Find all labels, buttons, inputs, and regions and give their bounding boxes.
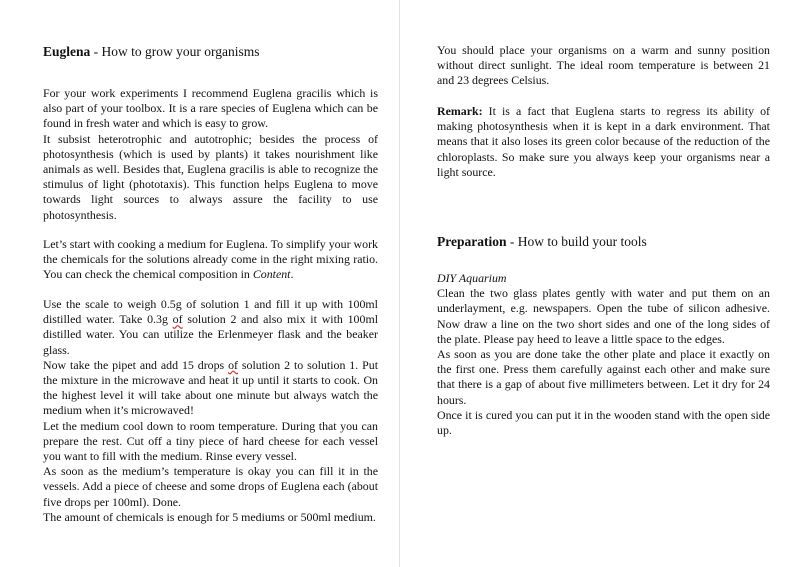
- remark-text: It is a fact that Euglena starts to regress its ability of making photosynthesis when it is kept in a dark environment. That means that it also loses its green color because of the reduction of the chloroplasts. So make sure you always keep your organisms near a light source.: [437, 104, 770, 179]
- euglena-heading-title: Euglena: [43, 44, 91, 59]
- aquarium-step-2: As soon as you are done take the other plate and place it exactly on the first one. Press them carefully against each other and make sure that there is a gap of about five millimeters between. Let it dry for 24 hours.: [437, 347, 770, 407]
- step-weigh-part-2: solution 2 and also mix it with 100ml distilled water. You can utilize the Erlenmeyer flask and the beaker glass.: [43, 312, 378, 357]
- remark-label: Remark:: [437, 104, 483, 118]
- medium-text: Let’s start with cooking a medium for Euglena. To simplify your work the chemicals for the solutions already come in the right mixing ratio. You can check the chemical composition in: [43, 237, 378, 282]
- right-page: [400, 0, 800, 567]
- step-fill: As soon as the medium’s temperature is okay you can fill it in the vessels. Add a piece of cheese and some drops of Euglena each (about five drops per 100ml). Done.: [43, 464, 378, 509]
- intro-paragraph-1: For your work experiments I recommend Euglena gracilis which is also part of your toolbox. It is a rare species of Euglena which can be found in fresh water and which is easy to grow.: [43, 86, 378, 131]
- aquarium-section: [437, 271, 770, 438]
- aquarium-subtitle: DIY Aquarium: [437, 271, 507, 285]
- step-mix-part-2: solution 2 to solution 1. Put the mixture in the microwave and heat it up until it starts to cook. On the highest level it will take about one minute but always watch the medium when it’s microwaved!: [43, 357, 378, 418]
- euglena-heading-subtitle: - How to grow your organisms: [90, 44, 260, 59]
- euglena-heading: [43, 44, 260, 60]
- step-cool: Let the medium cool down to room temperature. During that you can prepare the rest. Cut off a tiny piece of hard cheese for each vessel you want to fill with the medium. Rinse every vessel.: [43, 418, 378, 464]
- step-weigh: [43, 297, 378, 358]
- preparation-heading-title: Preparation: [437, 234, 507, 249]
- remark-paragraph: [437, 104, 770, 180]
- content-reference: Content: [252, 267, 291, 282]
- steps-section: [43, 297, 378, 525]
- medium-text-end: .: [290, 267, 294, 282]
- preparation-heading-subtitle: - How to build your tools: [506, 234, 647, 249]
- placement-paragraph: You should place your organisms on a warm and sunny position without direct sunlight. The ideal room temperature is between 21 and 23 degrees Celsius.: [437, 43, 770, 88]
- aquarium-step-1: Clean the two glass plates gently with water and put them on an underlayment, e.g. newspapers. Open the tube of silicon adhesive. Now draw a line on the two short sides and one of the long sides of the plate. Please pay heed to leave a little space to the edges.: [437, 286, 770, 346]
- spellcheck-word: of: [172, 312, 183, 327]
- step-weigh-part-1: Use the scale to weigh 0.5g of solution 1 and fill it up with 100ml distilled water. Take 0.3g: [43, 297, 378, 327]
- medium-paragraph: [43, 237, 378, 283]
- preparation-heading: [437, 234, 647, 250]
- intro-section: [43, 86, 378, 223]
- spellcheck-word: of: [228, 357, 238, 372]
- step-mix: [43, 358, 378, 419]
- step-mix-part-1: Now take the pipet and add 15 drops: [43, 357, 229, 372]
- intro-paragraph-2: It subsist heterotrophic and autotrophic; besides the process of photosynthesis (which is used by plants) it takes nourishment like animals as well. Besides that, Euglena gracilis is able to recognize the stimulus of light (phototaxis). This function helps Euglena to move towards light sources to always assure the facility to use photosynthesis.: [43, 131, 378, 222]
- aquarium-step-3: Once it is cured you can put it in the wooden stand with the open side up.: [437, 407, 770, 438]
- step-amount: The amount of chemicals is enough for 5 mediums or 500ml medium.: [43, 509, 376, 524]
